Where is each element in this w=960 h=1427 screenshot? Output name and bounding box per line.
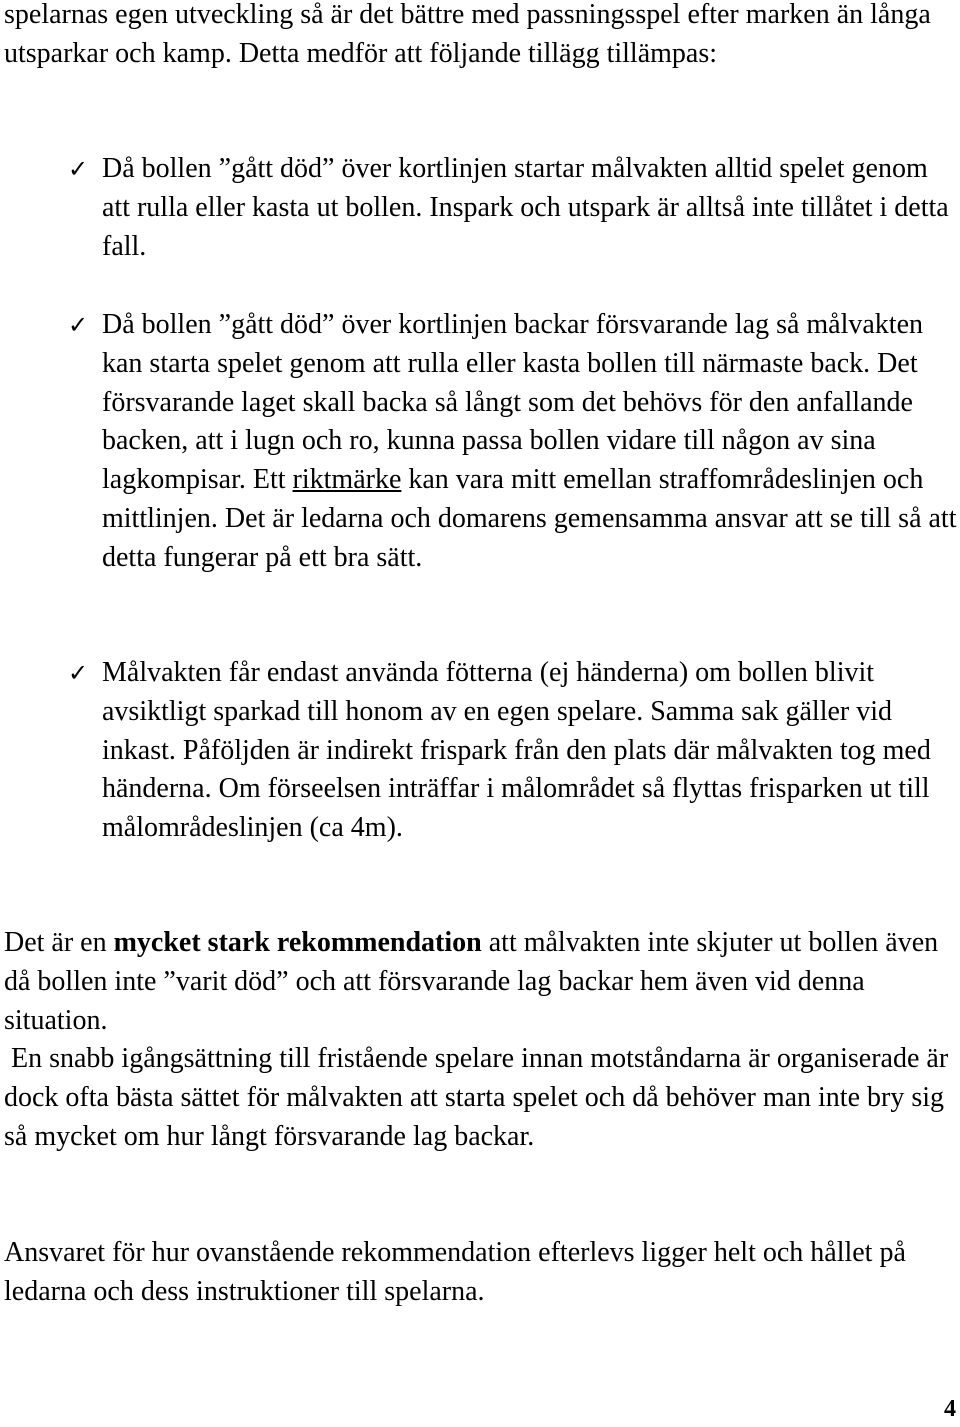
text-segment: att målvakten inte skjuter ut bollen även då bollen inte ”varit död” och att försvarande lag backar hem även vid denna situation. — [4, 927, 939, 1036]
list-item-text: Målvakten får endast använda fötterna (ej händerna) om bollen blivit avsiktligt sparkad till honom av en egen spelare. Samma sak gäller vid inkast. Påföljden är indirekt frispark från den plats där målvakten tog med händerna. Om förseelsen inträffar i målområdet så flyttas frisparken ut till målområdeslinjen (ca 4m). — [102, 657, 931, 844]
text-segment: kan vara mitt emellan straffområdeslinjen och mittlinjen. Det är ledarna och domarens gemensamma ansvar att se till så att detta fungerar på ett bra sätt. — [102, 464, 957, 573]
quick-restart-paragraph: En snabb igångsättning till fristående spelare innan motståndarna är organiserade är dock ofta bästa sättet för målvakten att starta spelet och då behöver man inte bry sig så mycket om hur långt försvarande lag backar. — [4, 1043, 956, 1152]
list-item-text: Då bollen ”gått död” över kortlinjen startar målvakten alltid spelet genom att rulla eller kasta ut bollen. Inspark och utspark är alltså inte tillåtet i detta fall. — [102, 153, 949, 262]
bold-phrase: mycket stark rekommendation — [113, 927, 482, 958]
list-item-text — [102, 306, 958, 578]
page-number: 4 — [944, 1396, 956, 1422]
checkmark-icon: ✓ — [68, 311, 89, 339]
responsibility-paragraph: Ansvaret för hur ovanstående rekommendation efterlevs ligger helt och hållet på ledarna och dess instruktioner till spelarna. — [4, 1237, 906, 1307]
recommendation-paragraph — [4, 924, 954, 1040]
text-segment: Det är en — [4, 927, 114, 958]
underlined-term: riktmärke — [292, 464, 402, 496]
intro-paragraph: spelarnas egen utveckling så är det bättre med passningsspel efter marken än långa utsparkar och kamp. Detta medför att följande tillägg tillämpas: — [4, 0, 931, 69]
checkmark-icon: ✓ — [68, 155, 89, 183]
checkmark-icon: ✓ — [68, 659, 89, 687]
text-segment: Då bollen ”gått död” över kortlinjen backar försvarande lag så målvakten kan starta spelet genom att rulla eller kasta bollen till närmaste back. Det försvarande laget skall backa så långt som det behövs för den anfallande backen, att i lugn och ro, kunna passa bollen vidare till någon av sina lagkompisar. Ett — [102, 309, 924, 496]
